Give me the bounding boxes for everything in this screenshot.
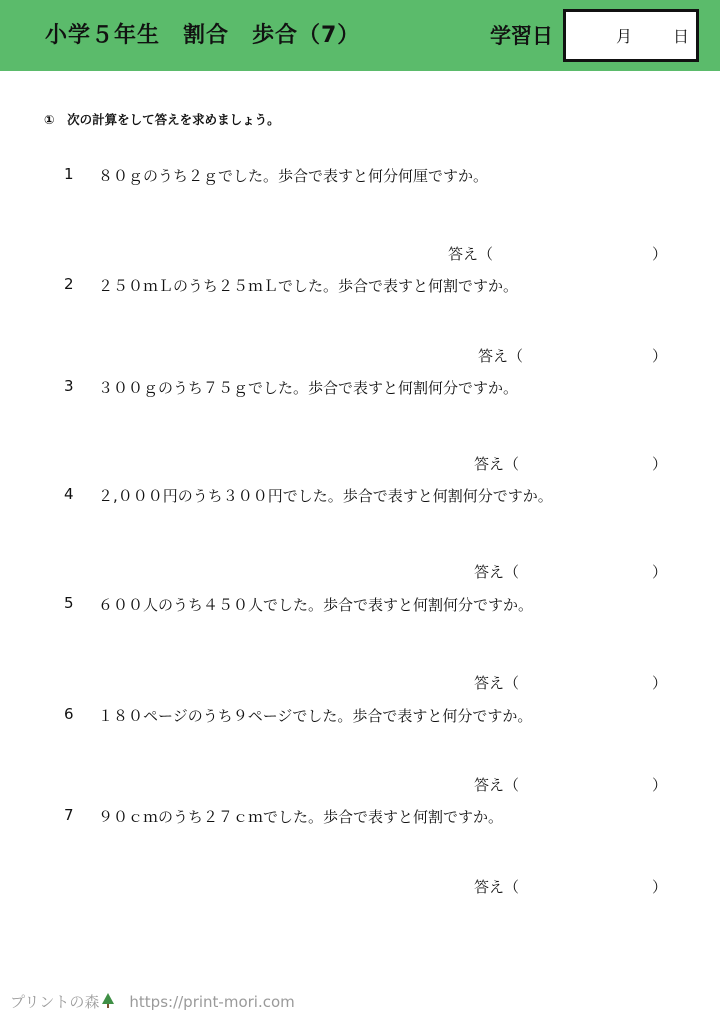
- problem-item: [0, 275, 720, 295]
- problem-text: １８０ページのうち９ページでした。歩合で表すと何分ですか。: [98, 707, 533, 725]
- study-date-label: 学習日: [490, 24, 553, 48]
- problem-item: [0, 594, 720, 614]
- answer-label: 答え（: [478, 347, 524, 365]
- problem-item: [0, 165, 720, 185]
- header-bar: [0, 0, 720, 71]
- answer-label: 答え（: [474, 878, 520, 896]
- problem-item: [0, 485, 720, 505]
- problem-text: ６００人のうち４５０人でした。歩合で表すと何割何分ですか。: [98, 596, 534, 614]
- site-url[interactable]: https://print-mori.com: [129, 993, 295, 1011]
- answer-label: 答え（: [448, 245, 494, 263]
- problem-text: ９０ｃｍのうち２７ｃｍでした。歩合で表すと何割ですか。: [98, 808, 504, 826]
- answer-line[interactable]: [0, 672, 720, 692]
- answer-label: 答え（: [474, 674, 520, 692]
- month-label: 月: [616, 27, 633, 46]
- instruction-text: ① 次の計算をして答えを求めましょう。: [44, 112, 280, 127]
- answer-line[interactable]: [0, 345, 720, 365]
- tree-icon: [101, 993, 115, 1013]
- answer-close-paren: ）: [652, 347, 668, 365]
- answer-close-paren: ）: [652, 878, 668, 896]
- worksheet-title: 小学５年生 割合 歩合（7）: [45, 23, 361, 48]
- problem-number: 2: [64, 275, 74, 293]
- answer-close-paren: ）: [652, 245, 668, 263]
- footer: [10, 991, 295, 1013]
- problem-text: ８０ｇのうち２ｇでした。歩合で表すと何分何厘ですか。: [98, 167, 489, 185]
- answer-close-paren: ）: [652, 776, 668, 794]
- answer-label: 答え（: [474, 776, 520, 794]
- problem-number: 4: [64, 485, 74, 503]
- answer-line[interactable]: [0, 561, 720, 581]
- problem-text: ３００ｇのうち７５ｇでした。歩合で表すと何割何分ですか。: [98, 379, 519, 397]
- site-name: プリントの森: [10, 993, 100, 1011]
- study-date-box[interactable]: [563, 9, 699, 62]
- problem-number: 1: [64, 165, 74, 183]
- problem-number: 3: [64, 377, 74, 395]
- answer-line[interactable]: [0, 876, 720, 896]
- problem-item: [0, 705, 720, 725]
- answer-close-paren: ）: [652, 674, 668, 692]
- problem-item: [0, 377, 720, 397]
- answer-label: 答え（: [474, 563, 520, 581]
- problem-item: [0, 806, 720, 826]
- answer-line[interactable]: [0, 453, 720, 473]
- day-label: 日: [673, 27, 690, 46]
- answer-line[interactable]: [0, 243, 720, 263]
- answer-label: 答え（: [474, 455, 520, 473]
- answer-close-paren: ）: [652, 563, 668, 581]
- problem-text: ２,０００円のうち３００円でした。歩合で表すと何割何分ですか。: [98, 487, 553, 505]
- problem-number: 6: [64, 705, 74, 723]
- problem-text: ２５０ｍＬのうち２５ｍＬでした。歩合で表すと何割ですか。: [98, 277, 519, 295]
- answer-line[interactable]: [0, 774, 720, 794]
- answer-close-paren: ）: [652, 455, 668, 473]
- problem-number: 7: [64, 806, 74, 824]
- problem-number: 5: [64, 594, 74, 612]
